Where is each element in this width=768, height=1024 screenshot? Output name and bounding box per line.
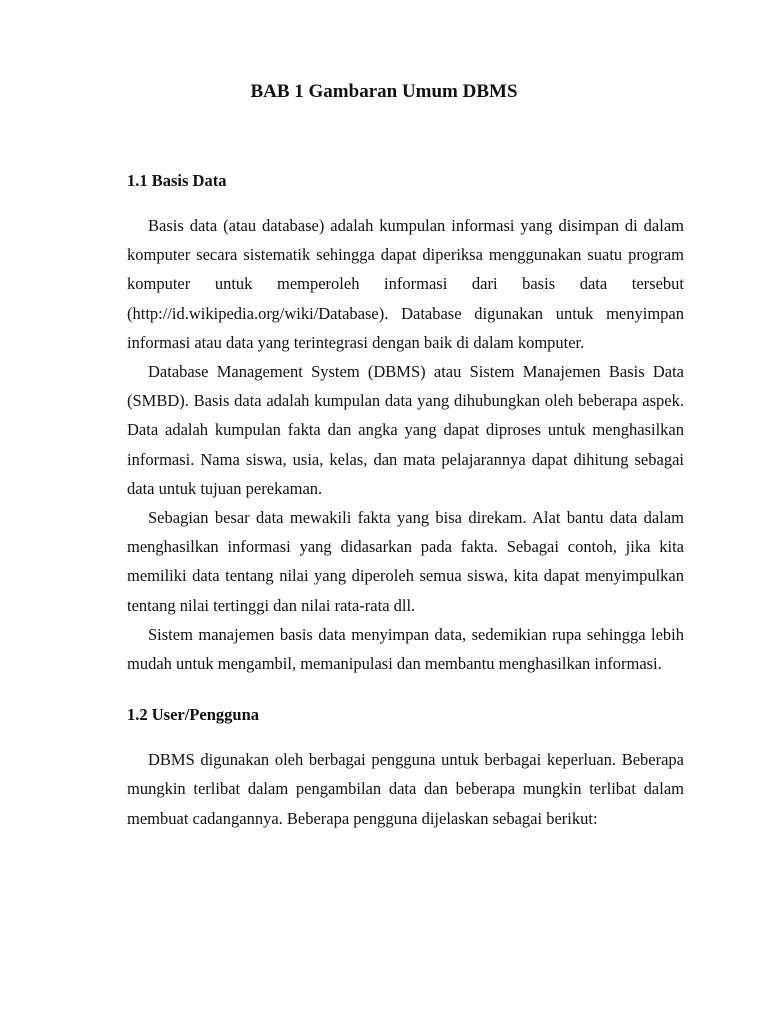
section-heading: 1.1 Basis Data (127, 171, 227, 190)
section-user-pengguna (127, 704, 684, 833)
page-title: BAB 1 Gambaran Umum DBMS (250, 81, 518, 102)
paragraph: Database Management System (DBMS) atau Sistem Manajemen Basis Data (SMBD). Basis data adalah kumpulan data yang dihubungkan oleh beberapa aspek. Data adalah kumpulan fakta dan angka yang dapat diproses untuk menghasilkan informasi. Nama siswa, usia, kelas, dan mata pelajarannya dapat dihitung sebagai data untuk tujuan perekaman. (127, 362, 684, 498)
section-heading: 1.2 User/Pengguna (127, 705, 259, 725)
section-basis-data (127, 170, 684, 678)
paragraph: Sistem manajemen basis data menyimpan data, sedemikian rupa sehingga lebih mudah untuk mengambil, memanipulasi dan membantu menghasilkan informasi. (127, 624, 684, 674)
paragraph: Basis data (atau database) adalah kumpulan informasi yang disimpan di dalam komputer secara sistematik sehingga dapat diperiksa menggunakan suatu program komputer untuk memperoleh informasi dari basis data tersebut (http://id.wikipedia.org/wiki/Database). Database digunakan untuk menyimpan informasi atau data yang terintegrasi dengan baik di dalam komputer. (127, 216, 684, 352)
document-body (127, 170, 684, 833)
paragraph: Sebagian besar data mewakili fakta yang bisa direkam. Alat bantu data dalam menghasilkan informasi yang didasarkan pada fakta. Sebagai contoh, jika kita memiliki data tentang nilai yang diperoleh semua siswa, kita dapat menyimpulkan tentang nilai tertinggi dan nilai rata-rata dll. (127, 508, 684, 615)
paragraph: DBMS digunakan oleh berbagai pengguna untuk berbagai keperluan. Beberapa mungkin terlibat dalam pengambilan data dan beberapa mungkin terlibat dalam membuat cadangannya. Beberapa pengguna dijelaskan sebagai berikut: (127, 750, 684, 828)
